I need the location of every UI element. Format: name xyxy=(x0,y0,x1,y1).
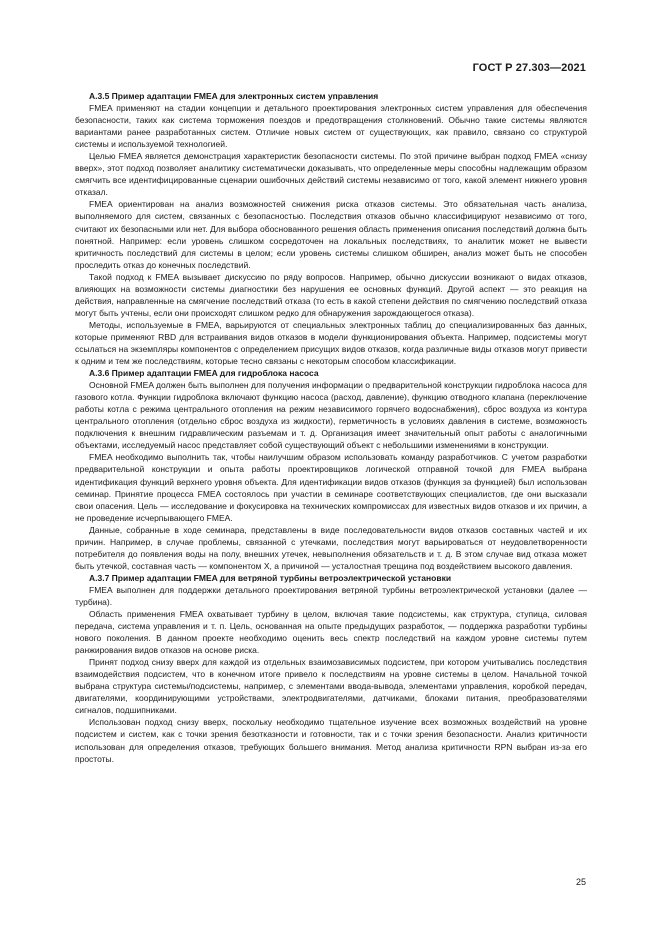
paragraph: Такой подход к FMEA вызывает дискуссию по ряду вопросов. Например, обычно дискуссии возникают о видах отказов, влияющих на возможности системы диагностики без нарушения ее основных функций. Другой аспект — это реакция на действия, направленные на смягчение последствий отказа (то есть в какой степени действия по смягчению последствий отказа могут быть учтены, если они происходят слишком редко для обнаружения зарождающегося отказа). xyxy=(75,271,587,318)
document-body xyxy=(75,90,587,765)
section-heading: А.3.5 Пример адаптации FMEA для электронных систем управления xyxy=(89,91,379,101)
paragraph: Область применения FMEA охватывает турбину в целом, включая такие подсистемы, как структура, ступица, силовая передача, система управления и т. п. Цель, основанная на опыте предыдущих разработок, — поддержка разработки турбины нового поколения. В данном проекте необходимо оценить весь спектр последствий на каждом уровне системы путем ранжирования видов отказов на основе риска. xyxy=(75,609,587,656)
paragraph: FMEA необходимо выполнить так, чтобы наилучшим образом использовать команду разработчиков. С учетом разработки предварительной конструкции и опыта работы проектировщиков логической отправной точкой для FMEA выбрана идентификация функций верхнего уровня объекта. Для идентификации видов отказов (функция за функцией) был использован семинар. Принятие процесса FMEA состоялось при участии в семинаре соответствующих специалистов, где они высказали свои опасения. Цель — исследование и фокусировка на технических компромиссах для известных видов отказов и их причин, а не проведение исчерпывающего FMEA. xyxy=(75,452,587,523)
paragraph: Данные, собранные в ходе семинара, представлены в виде последовательности видов отказов составных частей и их причин. Например, в случае проблемы, связанной с утечками, последствия могут варьироваться от неудовлетворенности потребителя до появления воды на полу, внешних утечек, невыполнения обязательств и т. д. В этом случае вид отказа может быть утечкой, составная часть — компонентом X, а причиной — усталостная трещина под воздействием высокого давления. xyxy=(75,524,587,571)
page-number: 25 xyxy=(575,877,586,887)
paragraph: Использован подход снизу вверх, поскольку необходимо тщательное изучение всех возможных воздействий на уровне подсистем и систем, как с точки зрения безотказности и готовности, так и с точки зрения безопасности. Анализ критичности использован для определения отказов, требующих большего внимания. Метод анализа критичности RPN выбран из-за его простоты. xyxy=(75,717,587,764)
paragraph: Принят подход снизу вверх для каждой из отдельных взаимозависимых подсистем, при котором учитывались последствия взаимодействия подсистем, что в конечном итоге привело к последствиям на уровне системы в целом. Начальной точкой выбрана структура системы/подсистемы, например, с элементами ввода-вывода, элементами управления, коробкой передач, двигателями, координирующими устройствами, электродвигателями, датчиками, блоками питания, преобразователями сигналов, подшипниками. xyxy=(75,657,587,716)
section-heading: А.3.7 Пример адаптации FMEA для ветряной турбины ветроэлектрической установки xyxy=(89,572,452,583)
paragraph: Методы, используемые в FMEA, варьируются от специальных электронных таблиц до специализированных баз данных, которые применяют RBD для встраивания видов отказов в модели функционирования объекта. Например, подсистемы могут ссылаться на экземпляры компонентов с определением присущих видов отказов, когда различные виды отказов могут привести к одним и тем же последствиям, которые тесно связаны с некоторым способом классификации. xyxy=(75,319,587,367)
paragraph: FMEA выполнен для поддержки детального проектирования ветряной турбины ветроэлектрической установки (далее — турбина). xyxy=(75,584,587,607)
document-code: ГОСТ Р 27.303—2021 xyxy=(472,62,586,74)
section-heading: А.3.6 Пример адаптации FMEA для гидроблока насоса xyxy=(89,368,319,379)
paragraph: Целью FMEA является демонстрация характеристик безопасности системы. По этой причине выбран подход FMEA «снизу вверх», этот подход позволяет аналитику систематически доказывать, что определенные меры способны надлежащим образом смягчить все идентифицированные сценарии ошибочных действий системы независимо от того, какой элемент нижнего уровня отказал. xyxy=(75,151,587,198)
paragraph: FMEA ориентирован на анализ возможностей снижения риска отказов системы. Это обязательная часть анализа, выполняемого для систем, связанных с безопасностью. Последствия отказов обычно классифицируют независимо от того, считают их безопасными или нет. Для выбора обоснованного решения область применения описания последствий должна быть понятной. Например: если уровень слишком сосредоточен на локальных последствиях, то аналитик может не вывести критичность последствий для системы в целом; если уровень системы слишком обширен, анализ может быть не способен проследить отказ до конечных последствий. xyxy=(75,199,587,270)
paragraph: FMEA применяют на стадии концепции и детального проектирования электронных систем управления для обеспечения безопасности, таких как система торможения поездов и предотвращения столкновений. Обычно такие системы являются вариантами ранее разработанных систем. Отличие новых систем от существующих, как правило, связано со структурой системы и используемой технологией. xyxy=(75,103,587,150)
paragraph: Основной FMEA должен быть выполнен для получения информации о предварительной конструкции гидроблока насоса для газового котла. Функции гидроблока включают функцию насоса (расход, давление), функцию отводного клапана (переключение работы котла с режима центрального отопления на режим независимого горячего водоснабжения), сброс воздуха из контура центрального отопления (отдельно сброс воздуха из жидкости), герметичность в условиях давления в системе, возможность подключения к внешним гидравлическим разъемам и т. д. Организация имеет значительный опыт работы с аналогичными объектами, исследуемый насос представляет собой существующий объект с небольшими изменениями в конструкции. xyxy=(75,380,587,451)
